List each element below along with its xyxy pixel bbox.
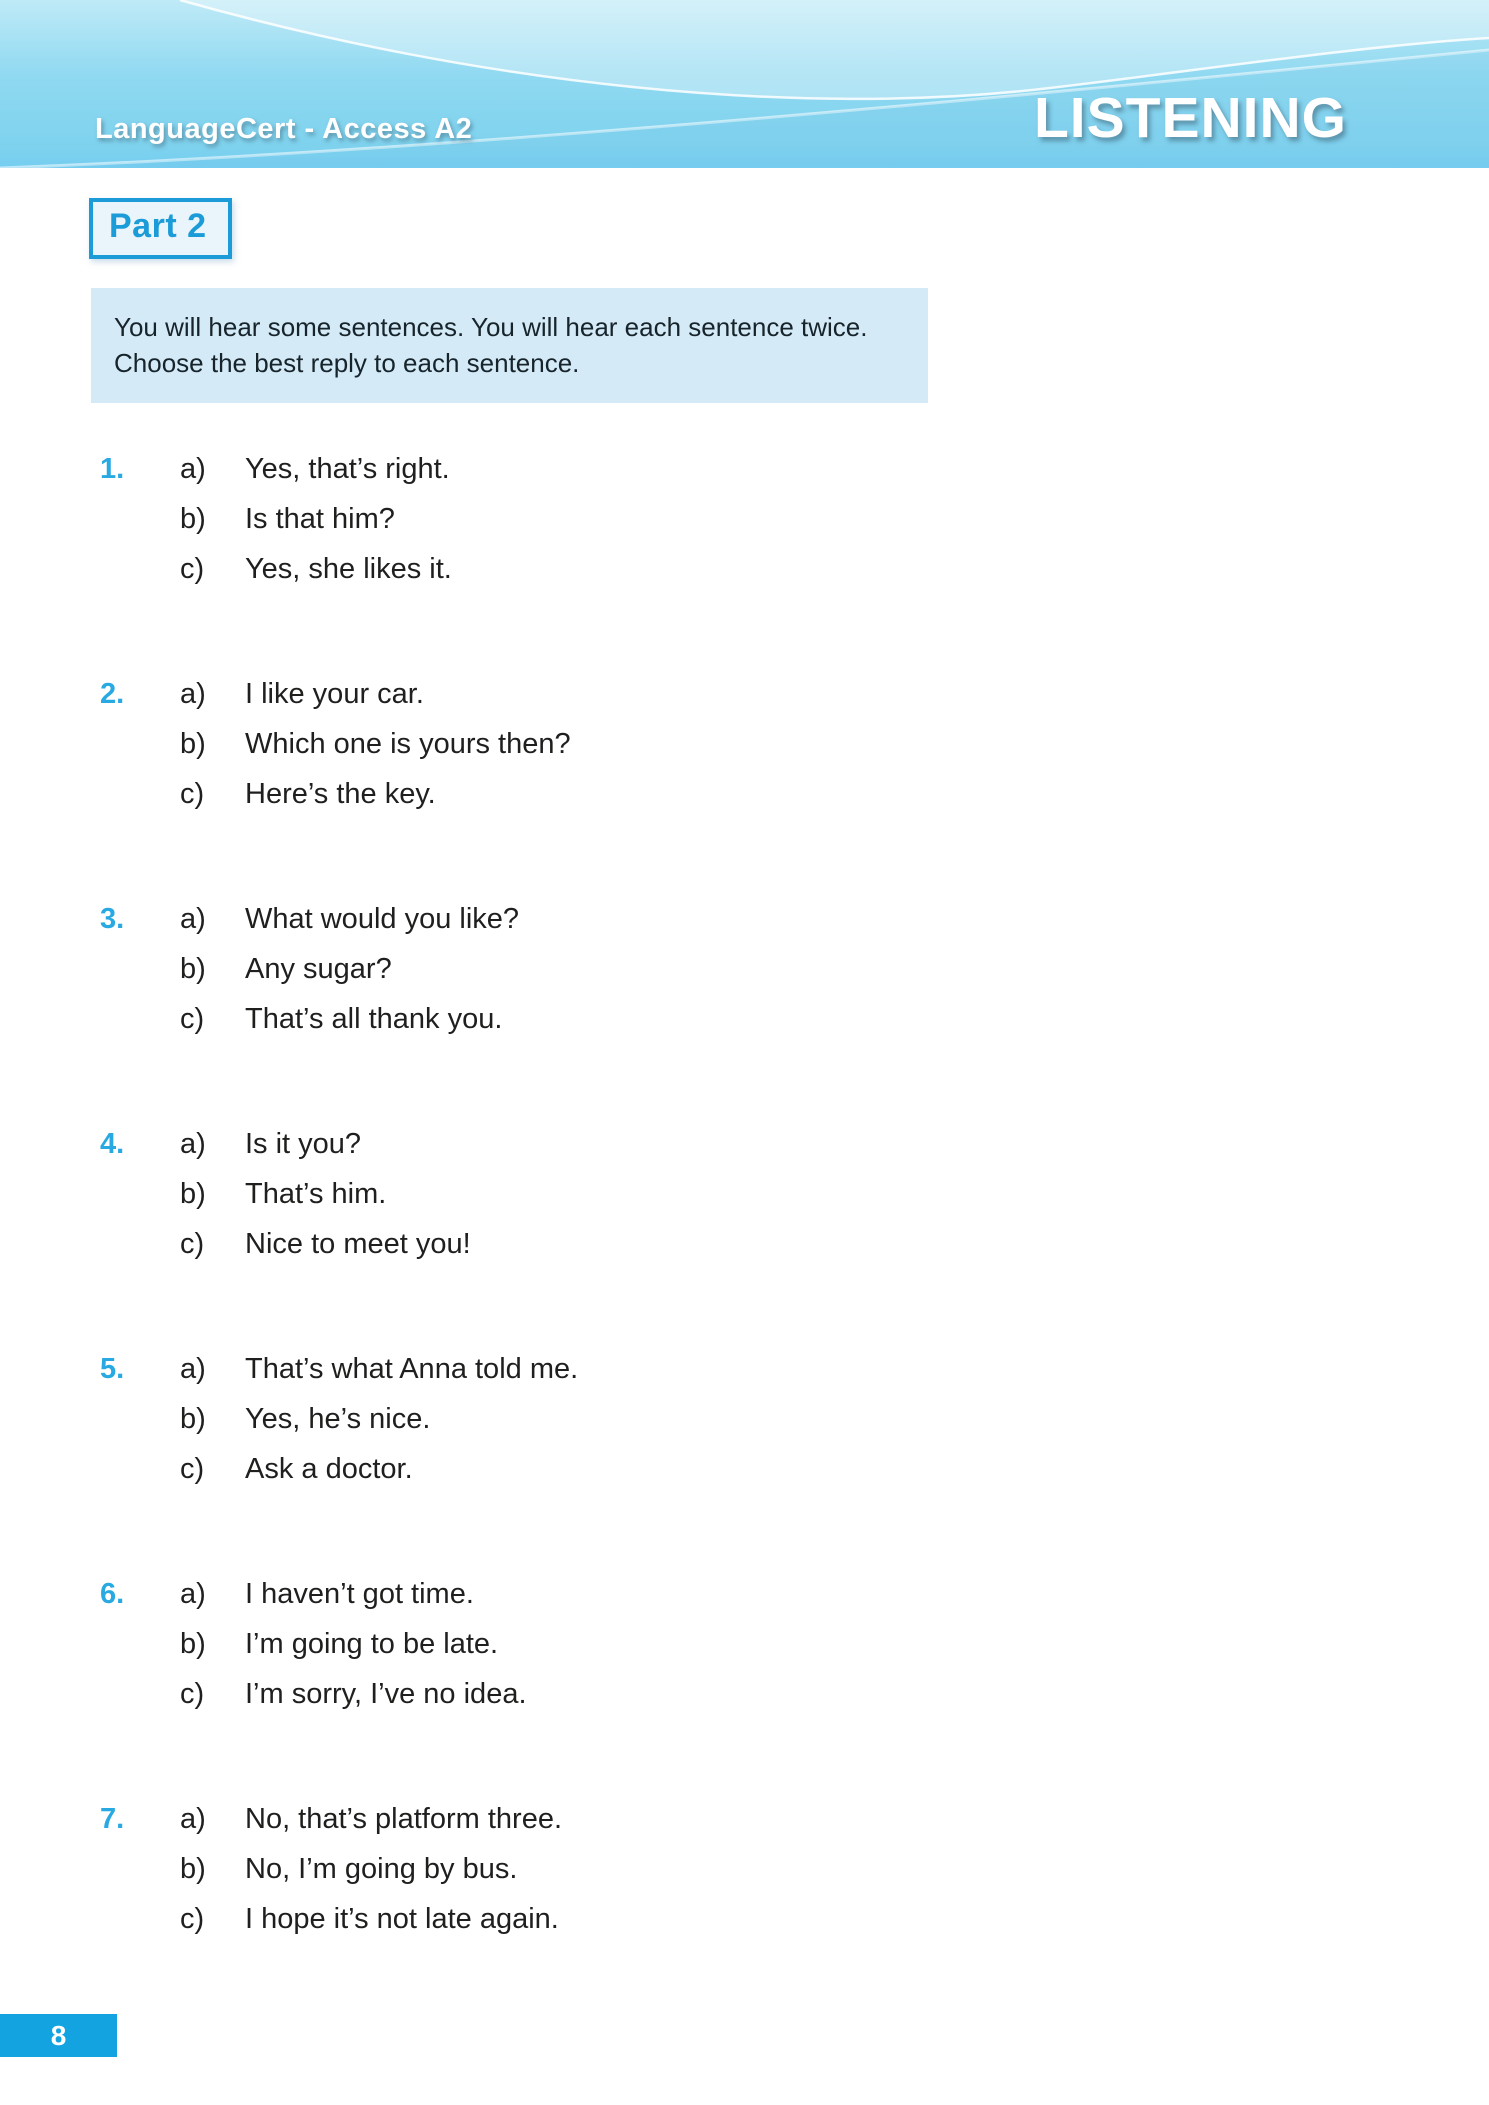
question-number: 6.	[100, 1578, 125, 1610]
option-letter: c)	[180, 553, 205, 585]
question-6	[0, 1569, 1489, 1719]
option-letter: b)	[180, 1628, 206, 1660]
question-number: 4.	[100, 1128, 125, 1160]
option-row-b	[180, 1394, 1489, 1444]
part-badge	[89, 198, 232, 259]
question-1	[0, 444, 1489, 594]
page-number-box	[0, 2014, 117, 2057]
option-text: That’s what Anna told me.	[245, 1353, 579, 1385]
question-options	[180, 894, 1489, 1044]
option-letter: c)	[180, 1003, 205, 1035]
option-letter: b)	[180, 728, 206, 760]
part-label: Part 2	[109, 207, 207, 245]
option-letter: b)	[180, 1853, 206, 1885]
option-row-b	[180, 1844, 1489, 1894]
option-text: I like your car.	[245, 678, 424, 710]
option-row-a	[180, 1569, 1489, 1619]
section-title: LISTENING	[1033, 86, 1347, 150]
question-number: 5.	[100, 1353, 125, 1385]
option-row-c	[180, 1894, 1489, 1944]
option-text: Which one is yours then?	[245, 728, 571, 760]
option-letter: b)	[180, 503, 206, 535]
question-5	[0, 1344, 1489, 1494]
questions-list	[0, 444, 1489, 1944]
option-letter: a)	[180, 453, 206, 485]
option-row-b	[180, 719, 1489, 769]
option-text: I’m sorry, I’ve no idea.	[245, 1678, 527, 1710]
option-text: Yes, she likes it.	[245, 553, 452, 585]
option-text: I haven’t got time.	[245, 1578, 474, 1610]
option-letter: c)	[180, 1228, 205, 1260]
option-letter: b)	[180, 1178, 206, 1210]
instructions-line-1: You will hear some sentences. You will hear each sentence twice.	[114, 312, 868, 342]
question-options	[180, 1569, 1489, 1719]
question-number: 7.	[100, 1803, 125, 1835]
option-text: I’m going to be late.	[245, 1628, 499, 1660]
option-letter: b)	[180, 953, 206, 985]
option-row-c	[180, 1219, 1489, 1269]
option-text: No, that’s platform three.	[245, 1803, 563, 1835]
option-letter: c)	[180, 1453, 205, 1485]
option-letter: b)	[180, 1403, 206, 1435]
option-letter: c)	[180, 1903, 205, 1935]
option-row-a	[180, 894, 1489, 944]
option-row-c	[180, 994, 1489, 1044]
option-text: That’s all thank you.	[245, 1003, 503, 1035]
option-row-a	[180, 1344, 1489, 1394]
option-letter: a)	[180, 903, 206, 935]
question-options	[180, 1794, 1489, 1944]
option-letter: a)	[180, 1578, 206, 1610]
option-row-a	[180, 444, 1489, 494]
option-text: I hope it’s not late again.	[245, 1903, 559, 1935]
option-text: Yes, he’s nice.	[245, 1403, 431, 1435]
option-text: Yes, that’s right.	[245, 453, 450, 485]
question-2	[0, 669, 1489, 819]
option-letter: c)	[180, 1678, 205, 1710]
option-row-b	[180, 1619, 1489, 1669]
page-number: 8	[50, 2019, 67, 2051]
question-7	[0, 1794, 1489, 1944]
option-row-b	[180, 1169, 1489, 1219]
option-row-c	[180, 769, 1489, 819]
option-text: Ask a doctor.	[245, 1453, 413, 1485]
question-options	[180, 1119, 1489, 1269]
option-text: Nice to meet you!	[245, 1228, 471, 1260]
question-number: 2.	[100, 678, 125, 710]
question-3	[0, 894, 1489, 1044]
question-options	[180, 1344, 1489, 1494]
option-text: Is it you?	[245, 1128, 362, 1160]
option-letter: c)	[180, 778, 205, 810]
option-letter: a)	[180, 1353, 206, 1385]
option-text: Any sugar?	[245, 953, 392, 985]
brand-title: LanguageCert - Access A2	[95, 113, 473, 145]
option-text: Here’s the key.	[245, 778, 436, 810]
page-header	[0, 0, 1489, 168]
option-row-c	[180, 544, 1489, 594]
question-options	[180, 669, 1489, 819]
option-text: What would you like?	[245, 903, 520, 935]
option-letter: a)	[180, 678, 206, 710]
option-row-a	[180, 669, 1489, 719]
option-letter: a)	[180, 1128, 206, 1160]
instructions-line-2: Choose the best reply to each sentence.	[114, 348, 580, 378]
option-row-a	[180, 1119, 1489, 1169]
option-row-a	[180, 1794, 1489, 1844]
instructions-box	[91, 288, 928, 403]
question-number: 1.	[100, 453, 125, 485]
question-4	[0, 1119, 1489, 1269]
option-row-c	[180, 1444, 1489, 1494]
option-row-c	[180, 1669, 1489, 1719]
option-row-b	[180, 944, 1489, 994]
option-text: No, I’m going by bus.	[245, 1853, 518, 1885]
option-row-b	[180, 494, 1489, 544]
option-text: Is that him?	[245, 503, 395, 535]
option-letter: a)	[180, 1803, 206, 1835]
question-options	[180, 444, 1489, 594]
question-number: 3.	[100, 903, 125, 935]
option-text: That’s him.	[245, 1178, 387, 1210]
